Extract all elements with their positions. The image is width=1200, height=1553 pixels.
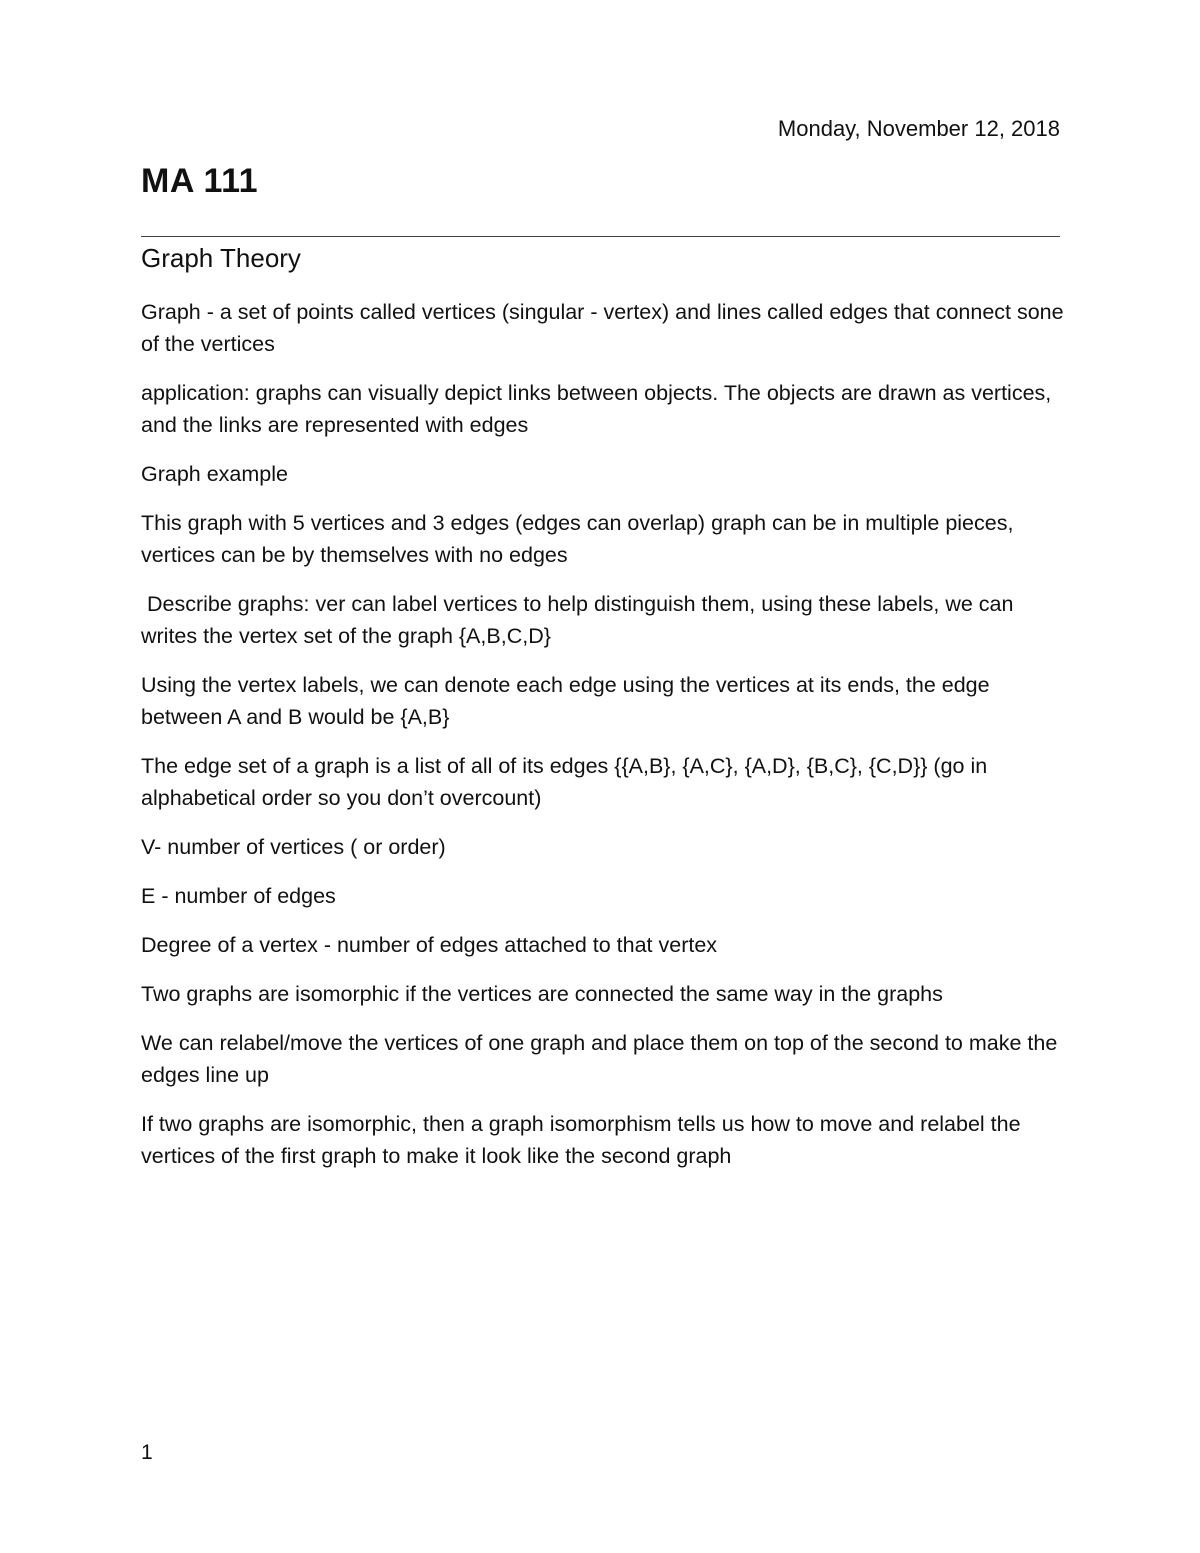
title-divider <box>141 236 1060 237</box>
course-title: MA 111 <box>141 162 259 200</box>
note-paragraph: Graph - a set of points called vertices (singular - vertex) and lines called edges that connect sone of the vertices <box>141 300 1064 356</box>
note-paragraph: If two graphs are isomorphic, then a graph isomorphism tells us how to move and relabel the vertices of the first graph to make it look like the second graph <box>141 1112 1021 1168</box>
note-paragraph: Describe graphs: ver can label vertices to help distinguish them, using these labels, we can writes the vertex set of the graph {A,B,C,D} <box>141 592 1014 648</box>
note-paragraph: Graph example <box>141 462 288 486</box>
section-heading: Graph Theory <box>141 243 301 273</box>
note-paragraph: Degree of a vertex - number of edges attached to that vertex <box>141 933 718 957</box>
page-date: Monday, November 12, 2018 <box>777 116 1060 141</box>
note-paragraph: The edge set of a graph is a list of all of its edges {{A,B}, {A,C}, {A,D}, {B,C}, {C,D}} (go in alphabetical order so you don’t overcount) <box>141 754 988 810</box>
note-paragraph: application: graphs can visually depict links between objects. The objects are drawn as vertices, and the links are represented with edges <box>141 381 1052 437</box>
note-paragraph: We can relabel/move the vertices of one graph and place them on top of the second to make the edges line up <box>141 1031 1058 1087</box>
note-paragraph: Using the vertex labels, we can denote each edge using the vertices at its ends, the edge between A and B would be {A,B} <box>141 673 990 729</box>
note-paragraph: This graph with 5 vertices and 3 edges (edges can overlap) graph can be in multiple pieces, vertices can be by themselves with no edges <box>141 511 1014 567</box>
note-paragraph: Two graphs are isomorphic if the vertices are connected the same way in the graphs <box>141 982 943 1006</box>
notes-body <box>141 296 1066 1189</box>
page-number: 1 <box>141 1441 153 1464</box>
note-paragraph: E - number of edges <box>141 884 336 908</box>
note-paragraph: V- number of vertices ( or order) <box>141 835 446 859</box>
